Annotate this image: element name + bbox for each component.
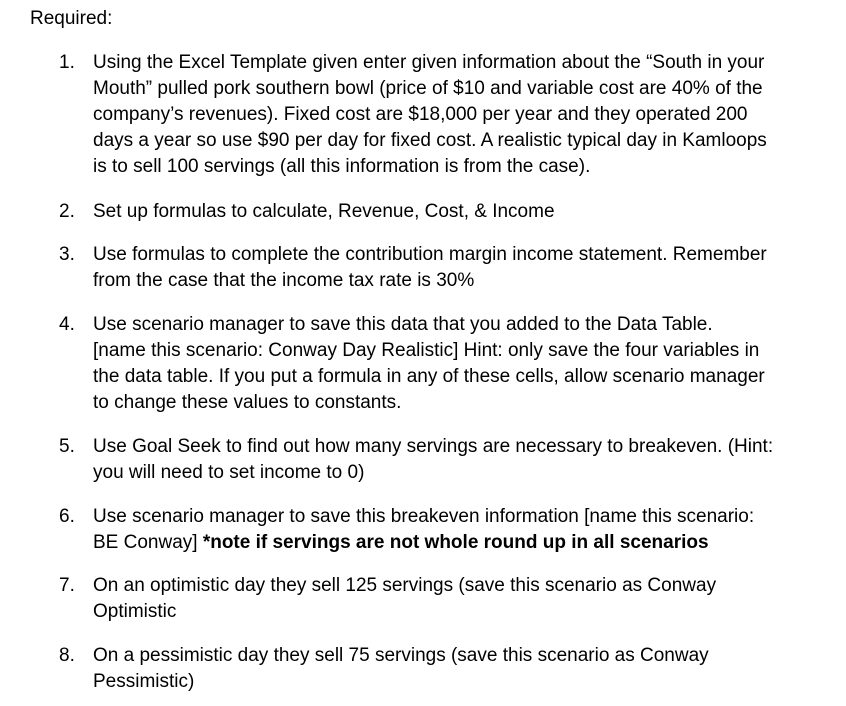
item-line: is to sell 100 servings (all this information is from the case). xyxy=(93,156,591,177)
item-line: BE Conway] xyxy=(93,532,203,553)
item-number: 8. xyxy=(59,645,75,666)
item-line: On a pessimistic day they sell 75 servings (save this scenario as Conway xyxy=(93,645,709,666)
item-text xyxy=(93,199,838,225)
item-line: Set up formulas to calculate, Revenue, Cost, & Income xyxy=(93,201,555,222)
item-text xyxy=(93,50,838,180)
item-text xyxy=(93,643,838,695)
item-text xyxy=(93,434,838,486)
item-number: 2. xyxy=(59,201,75,222)
item-line: [name this scenario: Conway Day Realistic] Hint: only save the four variables in xyxy=(93,340,760,361)
item-number: 6. xyxy=(59,506,75,527)
item-line: company’s revenues). Fixed cost are $18,000 per year and they operated 200 xyxy=(93,104,748,125)
item-line: from the case that the income tax rate is 30% xyxy=(93,270,475,291)
item-text xyxy=(93,504,838,556)
item-line: you will need to set income to 0) xyxy=(93,462,365,483)
item-number: 3. xyxy=(59,244,75,265)
item-number: 5. xyxy=(59,436,75,457)
item-line: Use formulas to complete the contribution margin income statement. Remember xyxy=(93,244,767,265)
bold-note: *note if servings are not whole round up in all scenarios xyxy=(202,532,709,553)
item-number: 4. xyxy=(59,314,75,335)
page-heading: Required: xyxy=(30,8,113,29)
item-text xyxy=(93,312,838,416)
item-line: days a year so use $90 per day for fixed cost. A realistic typical day in Kamloops xyxy=(93,130,767,151)
item-text xyxy=(93,573,838,625)
item-line: Using the Excel Template given enter given information about the “South in your xyxy=(93,52,765,73)
item-line: Pessimistic) xyxy=(93,671,195,692)
item-line: On an optimistic day they sell 125 servings (save this scenario as Conway xyxy=(93,575,717,596)
item-number: 1. xyxy=(59,52,75,73)
item-line: Optimistic xyxy=(93,601,177,622)
item-line: the data table. If you put a formula in any of these cells, allow scenario manager xyxy=(93,366,765,387)
item-line: Use scenario manager to save this breakeven information [name this scenario: xyxy=(93,506,755,527)
item-line: to change these values to constants. xyxy=(93,392,402,413)
item-line: Use scenario manager to save this data that you added to the Data Table. xyxy=(93,314,713,335)
item-text xyxy=(93,242,838,294)
item-line: Mouth” pulled pork southern bowl (price of $10 and variable cost are 40% of the xyxy=(93,78,763,99)
item-line: Use Goal Seek to find out how many servings are necessary to breakeven. (Hint: xyxy=(93,436,774,457)
item-number: 7. xyxy=(59,575,75,596)
